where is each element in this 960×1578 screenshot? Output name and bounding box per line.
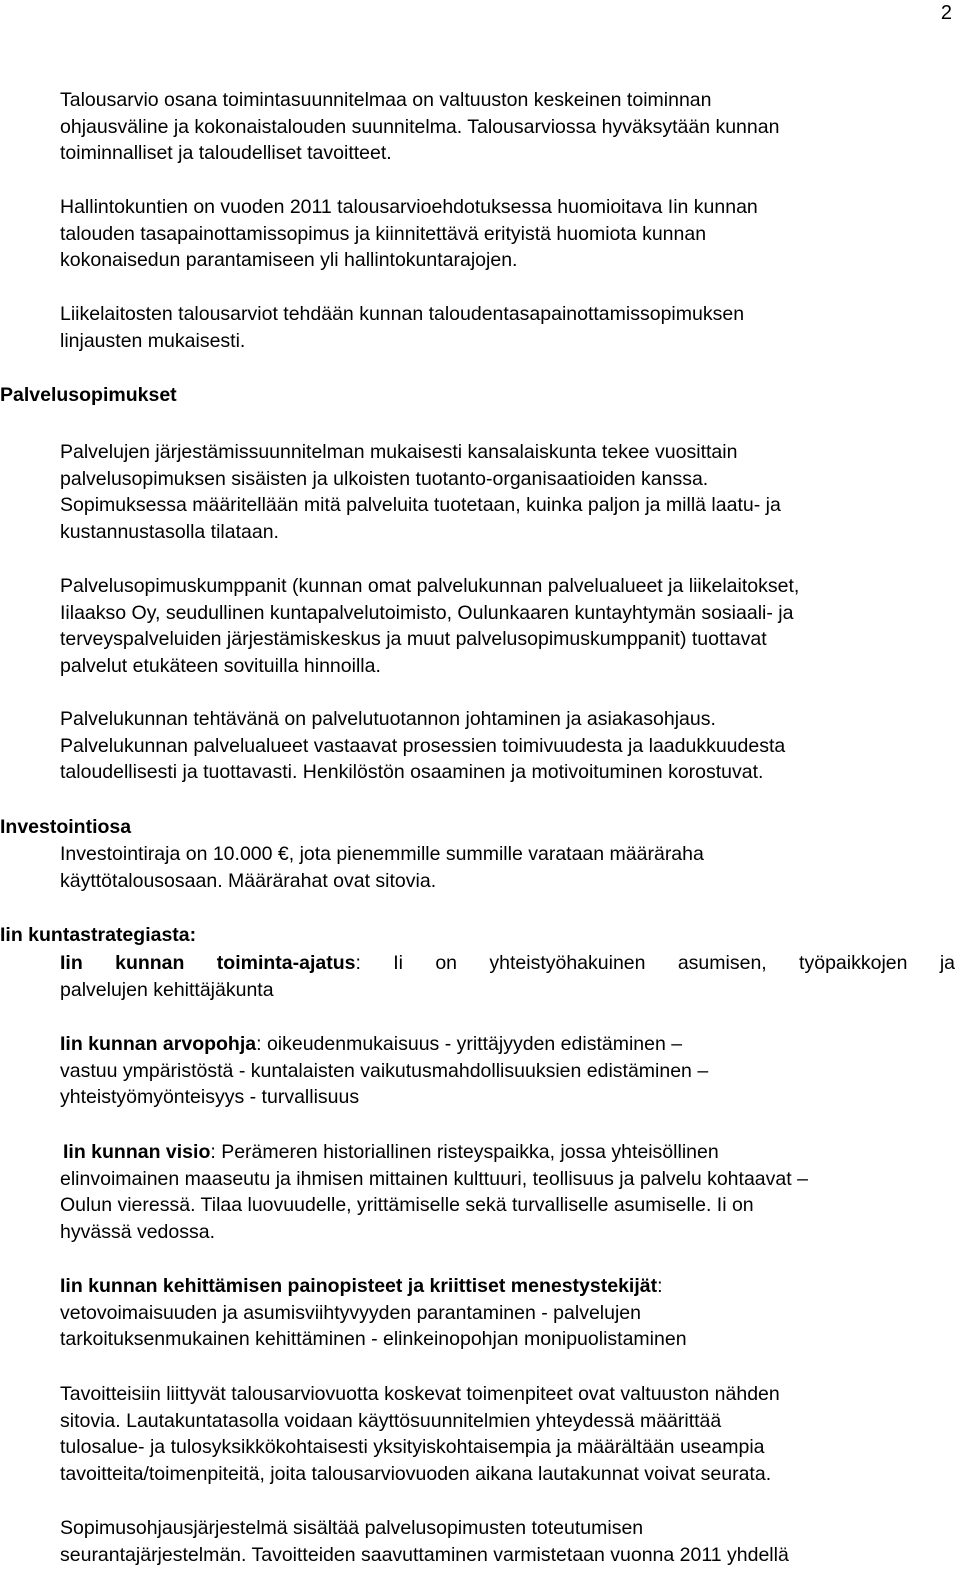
text-line: palvelusopimuksen sisäisten ja ulkoisten tuotanto-organisaatioiden kanssa. (60, 467, 709, 490)
paragraph-talousarvio (60, 87, 955, 167)
text-line: talouden tasapainottamissopimus ja kiinnitettävä erityistä huomiota kunnan (60, 222, 707, 245)
text-line: kustannustasolla tilataan. (60, 521, 279, 544)
text-line: taloudellisesti ja tuottavasti. Henkilöstön osaaminen ja motivoituminen korostuvat. (60, 761, 764, 784)
text-line: Tavoitteisiin liittyvät talousarviovuotta koskevat toimenpiteet ovat valtuuston nähden (60, 1383, 780, 1405)
text-line: Sopimusohjausjärjestelmä sisältää palvelusopimusten toteutumisen (60, 1517, 644, 1539)
paragraph-palvelujen (60, 439, 955, 546)
text-line (60, 950, 955, 977)
visio-text: : Perämeren historiallinen risteyspaikka, jossa yhteisöllinen (210, 1141, 719, 1163)
text-line: palvelut etukäteen sovituilla hinnoilla. (60, 655, 381, 678)
text-line: Palvelujen järjestämissuunnitelman mukaisesti kansalaiskunta tekee vuosittain (60, 441, 738, 463)
text-line: Palvelukunnan tehtävänä on palvelutuotannon johtaminen ja asiakasohjaus. (60, 708, 716, 730)
text-line: palvelujen kehittäjäkunta (60, 978, 274, 1001)
page-number: 2 (940, 2, 952, 24)
text-line (60, 1139, 955, 1166)
heading-palvelusopimukset: Palvelusopimukset (0, 384, 177, 406)
text-line: Talousarvio osana toimintasuunnitelmaa on valtuuston keskeinen toiminnan (60, 89, 712, 111)
arvopohja-text: : oikeudenmukaisuus - yrittäjyyden edistäminen – (256, 1033, 683, 1055)
paragraph-sopimusohjaus (60, 1515, 955, 1568)
text-line: Oulun vieressä. Tilaa luovuudelle, yrittämiselle sekä turvalliselle asumiselle. Ii on (60, 1194, 754, 1217)
text-line: terveyspalveluiden järjestämiskeskus ja muut palvelusopimuskumppanit) tuottavat (60, 628, 767, 651)
text-line: toiminnalliset ja taloudelliset tavoitteet. (60, 142, 392, 165)
paragraph-tavoitteisiin (60, 1381, 955, 1488)
arvopohja (60, 1031, 955, 1111)
paragraph-kumppanit (60, 573, 955, 680)
text-line: käyttötalousosaan. Määrärahat ovat sitovia. (60, 869, 437, 892)
text-line: hyvässä vedossa. (60, 1221, 216, 1244)
text-line: Palvelusopimuskumppanit (kunnan omat palvelukunnan palvelualueet ja liikelaitokset, (60, 575, 800, 597)
toiminta-ajatus-text: : Ii on yhteistyöhakuinen asumisen, työpaikkojen ja (355, 952, 955, 974)
text-line: linjausten mukaisesti. (60, 329, 246, 352)
paragraph-palvelukunnan (60, 706, 955, 786)
text-line: seurantajärjestelmän. Tavoitteiden saavuttaminen varmistetaan vuonna 2011 yhdellä (60, 1543, 789, 1566)
text-line: Investointiraja on 10.000 €, jota pienemmille summille varataan määräraha (60, 843, 704, 865)
paragraph-liikelaitosten (60, 301, 955, 354)
text-line: Sopimuksessa määritellään mitä palveluita tuotetaan, kuinka paljon ja millä laatu- ja (60, 494, 781, 517)
text-line: tulosalue- ja tulosyksikkökohtaisesti yksityiskohtaisempia ja määrältään useampia (60, 1436, 765, 1459)
text-line: tavoitteita/toimenpiteitä, joita talousarviovuoden aikana lautakunnat voivat seurata. (60, 1463, 772, 1486)
text-line: sitovia. Lautakuntatasolla voidaan käyttösuunnitelmien yhteydessä määrittää (60, 1409, 722, 1432)
text-line: elinvoimainen maaseutu ja ihmisen mittainen kulttuuri, teollisuus ja palvelu kohtaavat – (60, 1167, 808, 1190)
toiminta-ajatus-label: Iin kunnan toiminta-ajatus (60, 952, 356, 974)
text-line: yhteistyömyönteisyys - turvallisuus (60, 1086, 360, 1109)
text-line: Hallintokuntien on vuoden 2011 talousarvioehdotuksessa huomioitava Iin kunnan (60, 196, 758, 218)
visio-label: Iin kunnan visio (63, 1141, 211, 1163)
text-line: Iilaakso Oy, seudullinen kuntapalvelutoimisto, Oulunkaaren kuntayhtymän sosiaali- ja (60, 601, 794, 624)
visio (60, 1139, 955, 1246)
paragraph-hallintokuntien (60, 194, 955, 274)
painopisteet-label: Iin kunnan kehittämisen painopisteet ja kriittiset menestystekijät (60, 1275, 658, 1297)
text-line: kokonaisedun parantamiseen yli hallintokuntarajojen. (60, 249, 518, 272)
text-line: Liikelaitosten talousarviot tehdään kunnan taloudentasapainottamissopimuksen (60, 303, 745, 325)
painopisteet (60, 1273, 955, 1353)
text-line: vastuu ympäristöstä - kuntalaisten vaikutusmahdollisuuksien edistäminen – (60, 1059, 709, 1082)
text-line: vetovoimaisuuden ja asumisviihtyvyyden parantaminen - palvelujen (60, 1301, 641, 1324)
text-line (60, 1273, 955, 1300)
painopisteet-colon: : (657, 1275, 663, 1297)
paragraph-investointiraja (60, 841, 955, 894)
text-line: Palvelukunnan palvelualueet vastaavat prosessien toimivuudesta ja laadukkuudesta (60, 734, 786, 757)
text-line: tarkoituksenmukainen kehittäminen - elinkeinopohjan monipuolistaminen (60, 1328, 687, 1351)
toiminta-ajatus (60, 950, 955, 1003)
text-line: ohjausväline ja kokonaistalouden suunnitelma. Talousarviossa hyväksytään kunnan (60, 115, 780, 138)
heading-investointiosa: Investointiosa (0, 816, 132, 838)
arvopohja-label: Iin kunnan arvopohja (60, 1033, 257, 1055)
text-line (60, 1031, 955, 1058)
heading-kuntastrategia: Iin kuntastrategiasta: (0, 924, 197, 946)
